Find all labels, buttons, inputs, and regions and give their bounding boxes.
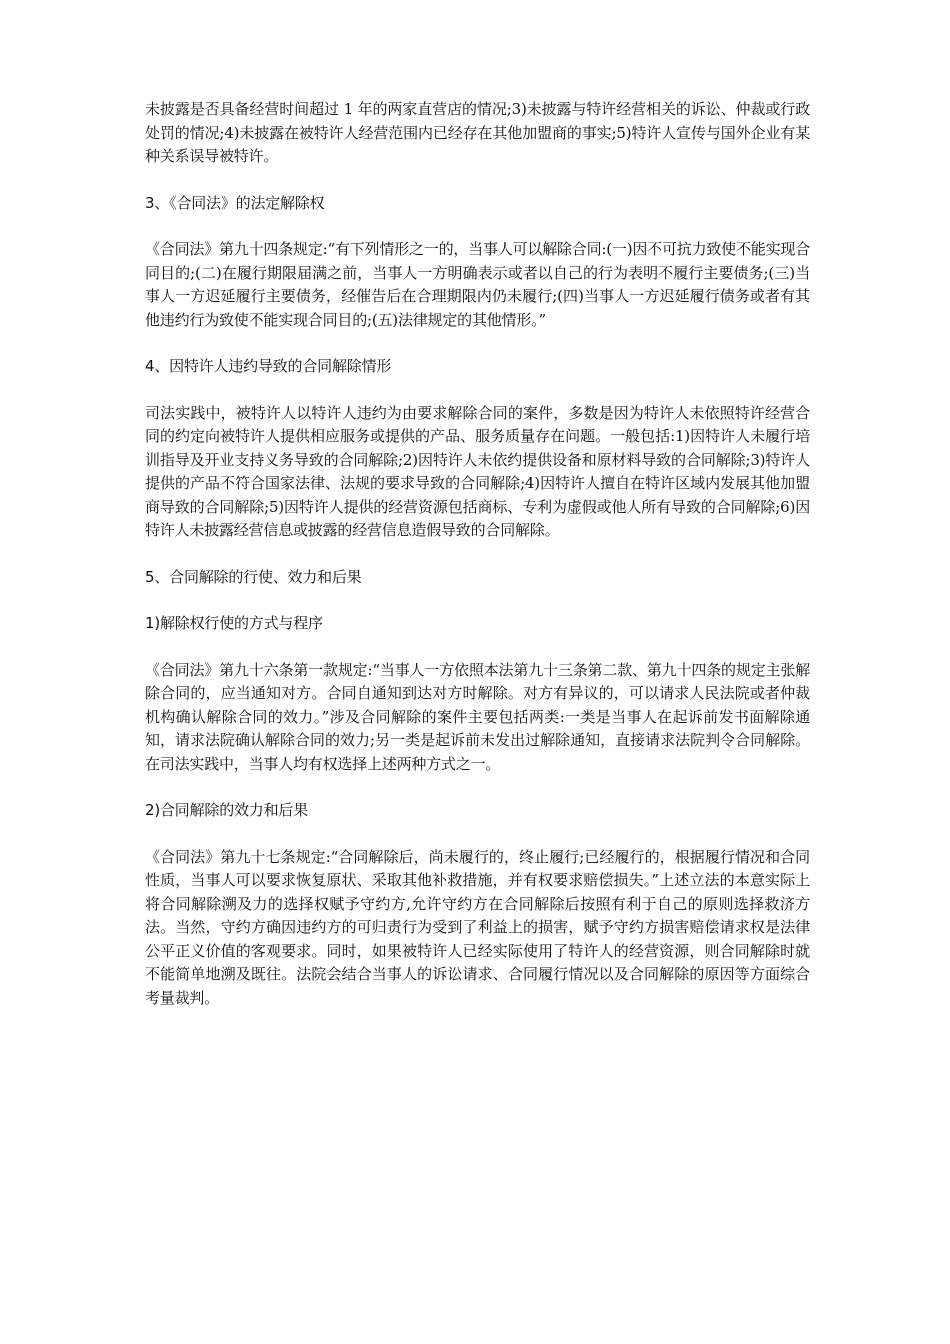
subsection-heading-consequences: 2)合同解除的效力和后果 xyxy=(145,801,308,819)
paragraph-article-96: 《合同法》第九十六条第一款规定:“当事人一方依照本法第九十三条第二款、第九十四条的规定主张解除合同的，应当通知对方。合同自通知到达对方时解除。对方有异议的，可以请求人民法院或者仲裁机构确认解除合同的效力。”涉及合同解除的案件主要包括两类:一类是当事人在起诉前发书面解除通知，请求法院确认解除合同的效力;另一类是起诉前未发出过解除通知，直接请求法院判令合同解除。在司法实践中，当事人均有权选择上述两种方式之一。 xyxy=(145,660,810,773)
section-heading-exercise-effect: 5、合同解除的行使、效力和后果 xyxy=(145,567,362,586)
document-body xyxy=(145,98,810,1033)
subsection-heading-procedure: 1)解除权行使的方式与程序 xyxy=(145,614,323,632)
paragraph-disclosure-failures: 未披露是否具备经营时间超过 1 年的两家直营店的情况;3)未披露与特许经营相关的诉讼、仲裁或行政处罚的情况;4)未披露在被特许人经营范围内已经存在其他加盟商的事实;5)特许人宣传与国外企业有某种关系误导被特许。 xyxy=(145,100,810,165)
section-heading-franchisor-breach: 4、因特许人违约导致的合同解除情形 xyxy=(145,357,392,375)
section-heading-statutory-rescission: 3、《合同法》的法定解除权 xyxy=(145,193,325,212)
paragraph-judicial-practice: 司法实践中，被特许人以特许人违约为由要求解除合同的案件，多数是因为特许人未依照特许经营合同的约定向被特许人提供相应服务或提供的产品、服务质量存在问题。一般包括:1)因特许人未履行培训指导及开业支持义务导致的合同解除;2)因特许人未依约提供设备和原材料导致的合同解除;3)特许人提供的产品不符合国家法律、法规的要求导致的合同解除;4)因特许人擅自在特许区域内发展其他加盟商导致的合同解除;5)因特许人提供的经营资源包括商标、专利为虚假或他人所有导致的合同解除;6)因特许人未披露经营信息或披露的经营信息造假导致的合同解除。 xyxy=(145,403,810,539)
paragraph-article-94: 《合同法》第九十四条规定:“有下列情形之一的，当事人可以解除合同:(一)因不可抗力致使不能实现合同目的;(二)在履行期限届满之前，当事人一方明确表示或者以自己的行为表明不履行主要债务;(三)当事人一方迟延履行主要债务，经催告后在合理期限内仍未履行;(四)当事人一方迟延履行债务或者有其他违约行为致使不能实现合同目的;(五)法律规定的其他情形。” xyxy=(145,240,810,329)
paragraph-article-97: 《合同法》第九十七条规定:“合同解除后，尚未履行的，终止履行;已经履行的，根据履行情况和合同性质，当事人可以要求恢复原状、采取其他补救措施，并有权要求赔偿损失。”上述立法的本意实际上将合同解除溯及力的选择权赋予守约方,允许守约方在合同解除后按照有利于自己的原则选择救济方法。当然，守约方确因违约方的可归责行为受到了利益上的损害，赋予守约方损害赔偿请求权是法律公平正义价值的客观要求。同时，如果被特许人已经实际使用了特许人的经营资源，则合同解除时就不能简单地溯及既往。法院会结合当事人的诉讼请求、合同履行情况以及合同解除的原因等方面综合考量裁判。 xyxy=(145,847,810,1007)
